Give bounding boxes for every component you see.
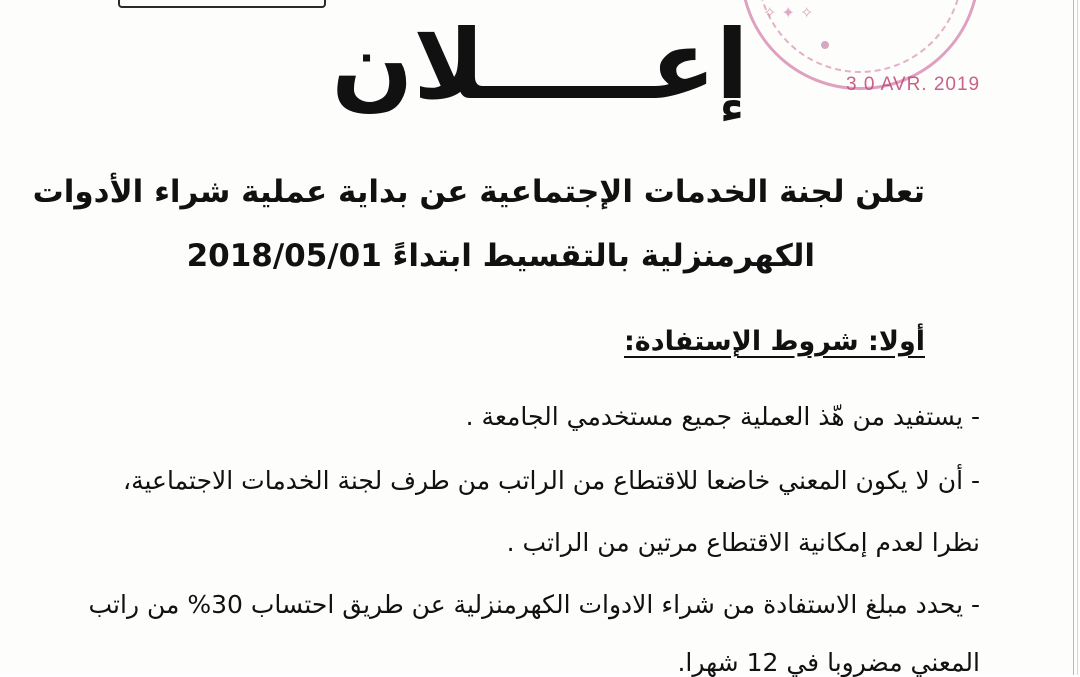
stamp-date: 3 0 AVR. 2019	[846, 74, 981, 95]
stamp-mark	[821, 41, 829, 49]
condition-line: - يحدد مبلغ الاستفادة من شراء الادوات الكهرمنزلية عن طريق احتساب 30% من راتب	[88, 590, 980, 619]
page-title: إعـــــلان	[331, 9, 749, 121]
stamp-lettering: ✧ ✦ ✧	[763, 3, 814, 22]
scan-edge	[1073, 0, 1074, 675]
announcement-line-2: الكهرمنزلية بالتقسيط ابتداءً 2018/05/01	[186, 238, 815, 274]
condition-line: المعني مضروبا في 12 شهرا.	[677, 648, 980, 677]
section-heading: أولا: شروط الإستفادة:	[623, 326, 925, 357]
condition-line: نظرا لعدم إمكانية الاقتطاع مرتين من الراتب .	[506, 528, 980, 557]
condition-line: - يستفيد من هّذ العملية جميع مستخدمي الجامعة .	[465, 402, 980, 431]
scan-edge	[1077, 0, 1078, 675]
announcement-line-1: تعلن لجنة الخدمات الإجتماعية عن بداية عملية شراء الأدوات	[32, 174, 925, 210]
header-box	[118, 0, 326, 8]
condition-line: - أن لا يكون المعني خاضعا للاقتطاع من الراتب من طرف لجنة الخدمات الاجتماعية،	[123, 466, 980, 495]
